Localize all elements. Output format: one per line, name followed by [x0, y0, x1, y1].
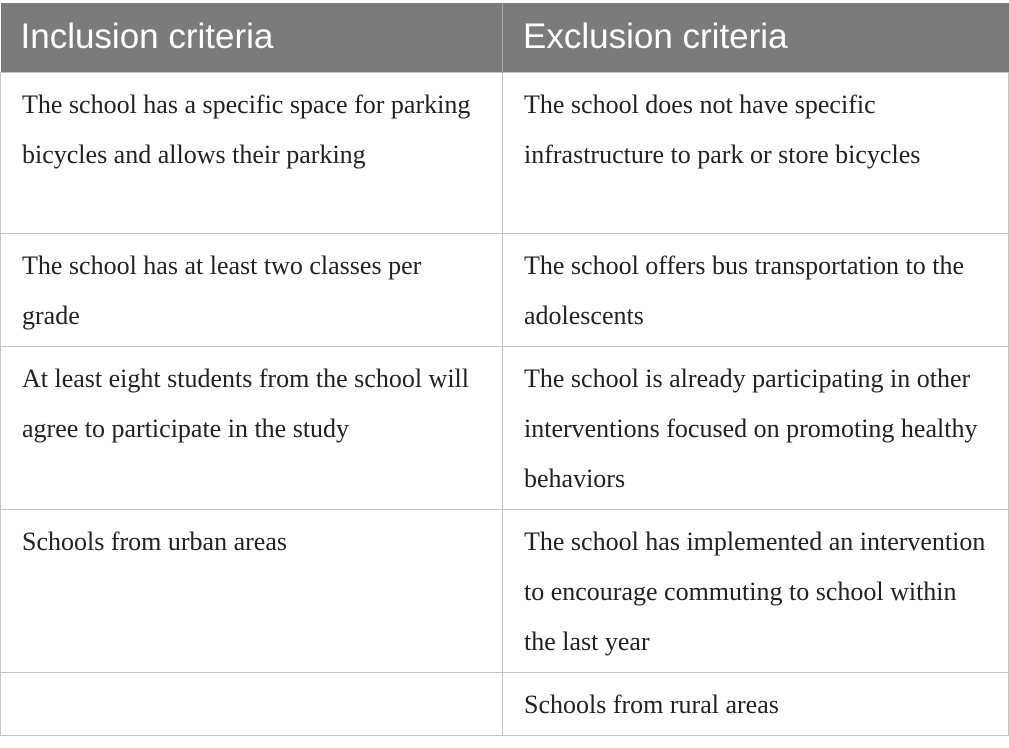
- exclusion-criteria-header: Exclusion criteria: [503, 3, 1009, 72]
- inclusion-criteria-header: Inclusion criteria: [1, 3, 503, 72]
- inclusion-cell: At least eight students from the school will agree to participate in the study: [1, 346, 503, 509]
- table-row: [1, 672, 1009, 735]
- exclusion-cell: The school does not have specific infrastructure to park or store bicycles: [503, 72, 1009, 233]
- exclusion-cell: The school offers bus transportation to the adolescents: [503, 233, 1009, 346]
- inclusion-cell: The school has a specific space for parking bicycles and allows their parking: [1, 72, 503, 233]
- exclusion-cell: The school has implemented an intervention to encourage commuting to school within the last year: [503, 509, 1009, 672]
- inclusion-cell: Schools from urban areas: [1, 509, 503, 672]
- header-row: [1, 3, 1009, 72]
- inclusion-cell: [1, 672, 503, 735]
- exclusion-cell: The school is already participating in other interventions focused on promoting healthy behaviors: [503, 346, 1009, 509]
- criteria-table: [0, 3, 1009, 736]
- inclusion-cell: The school has at least two classes per grade: [1, 233, 503, 346]
- table-row: [1, 346, 1009, 509]
- exclusion-cell: Schools from rural areas: [503, 672, 1009, 735]
- table-row: [1, 233, 1009, 346]
- table-row: [1, 72, 1009, 233]
- table-row: [1, 509, 1009, 672]
